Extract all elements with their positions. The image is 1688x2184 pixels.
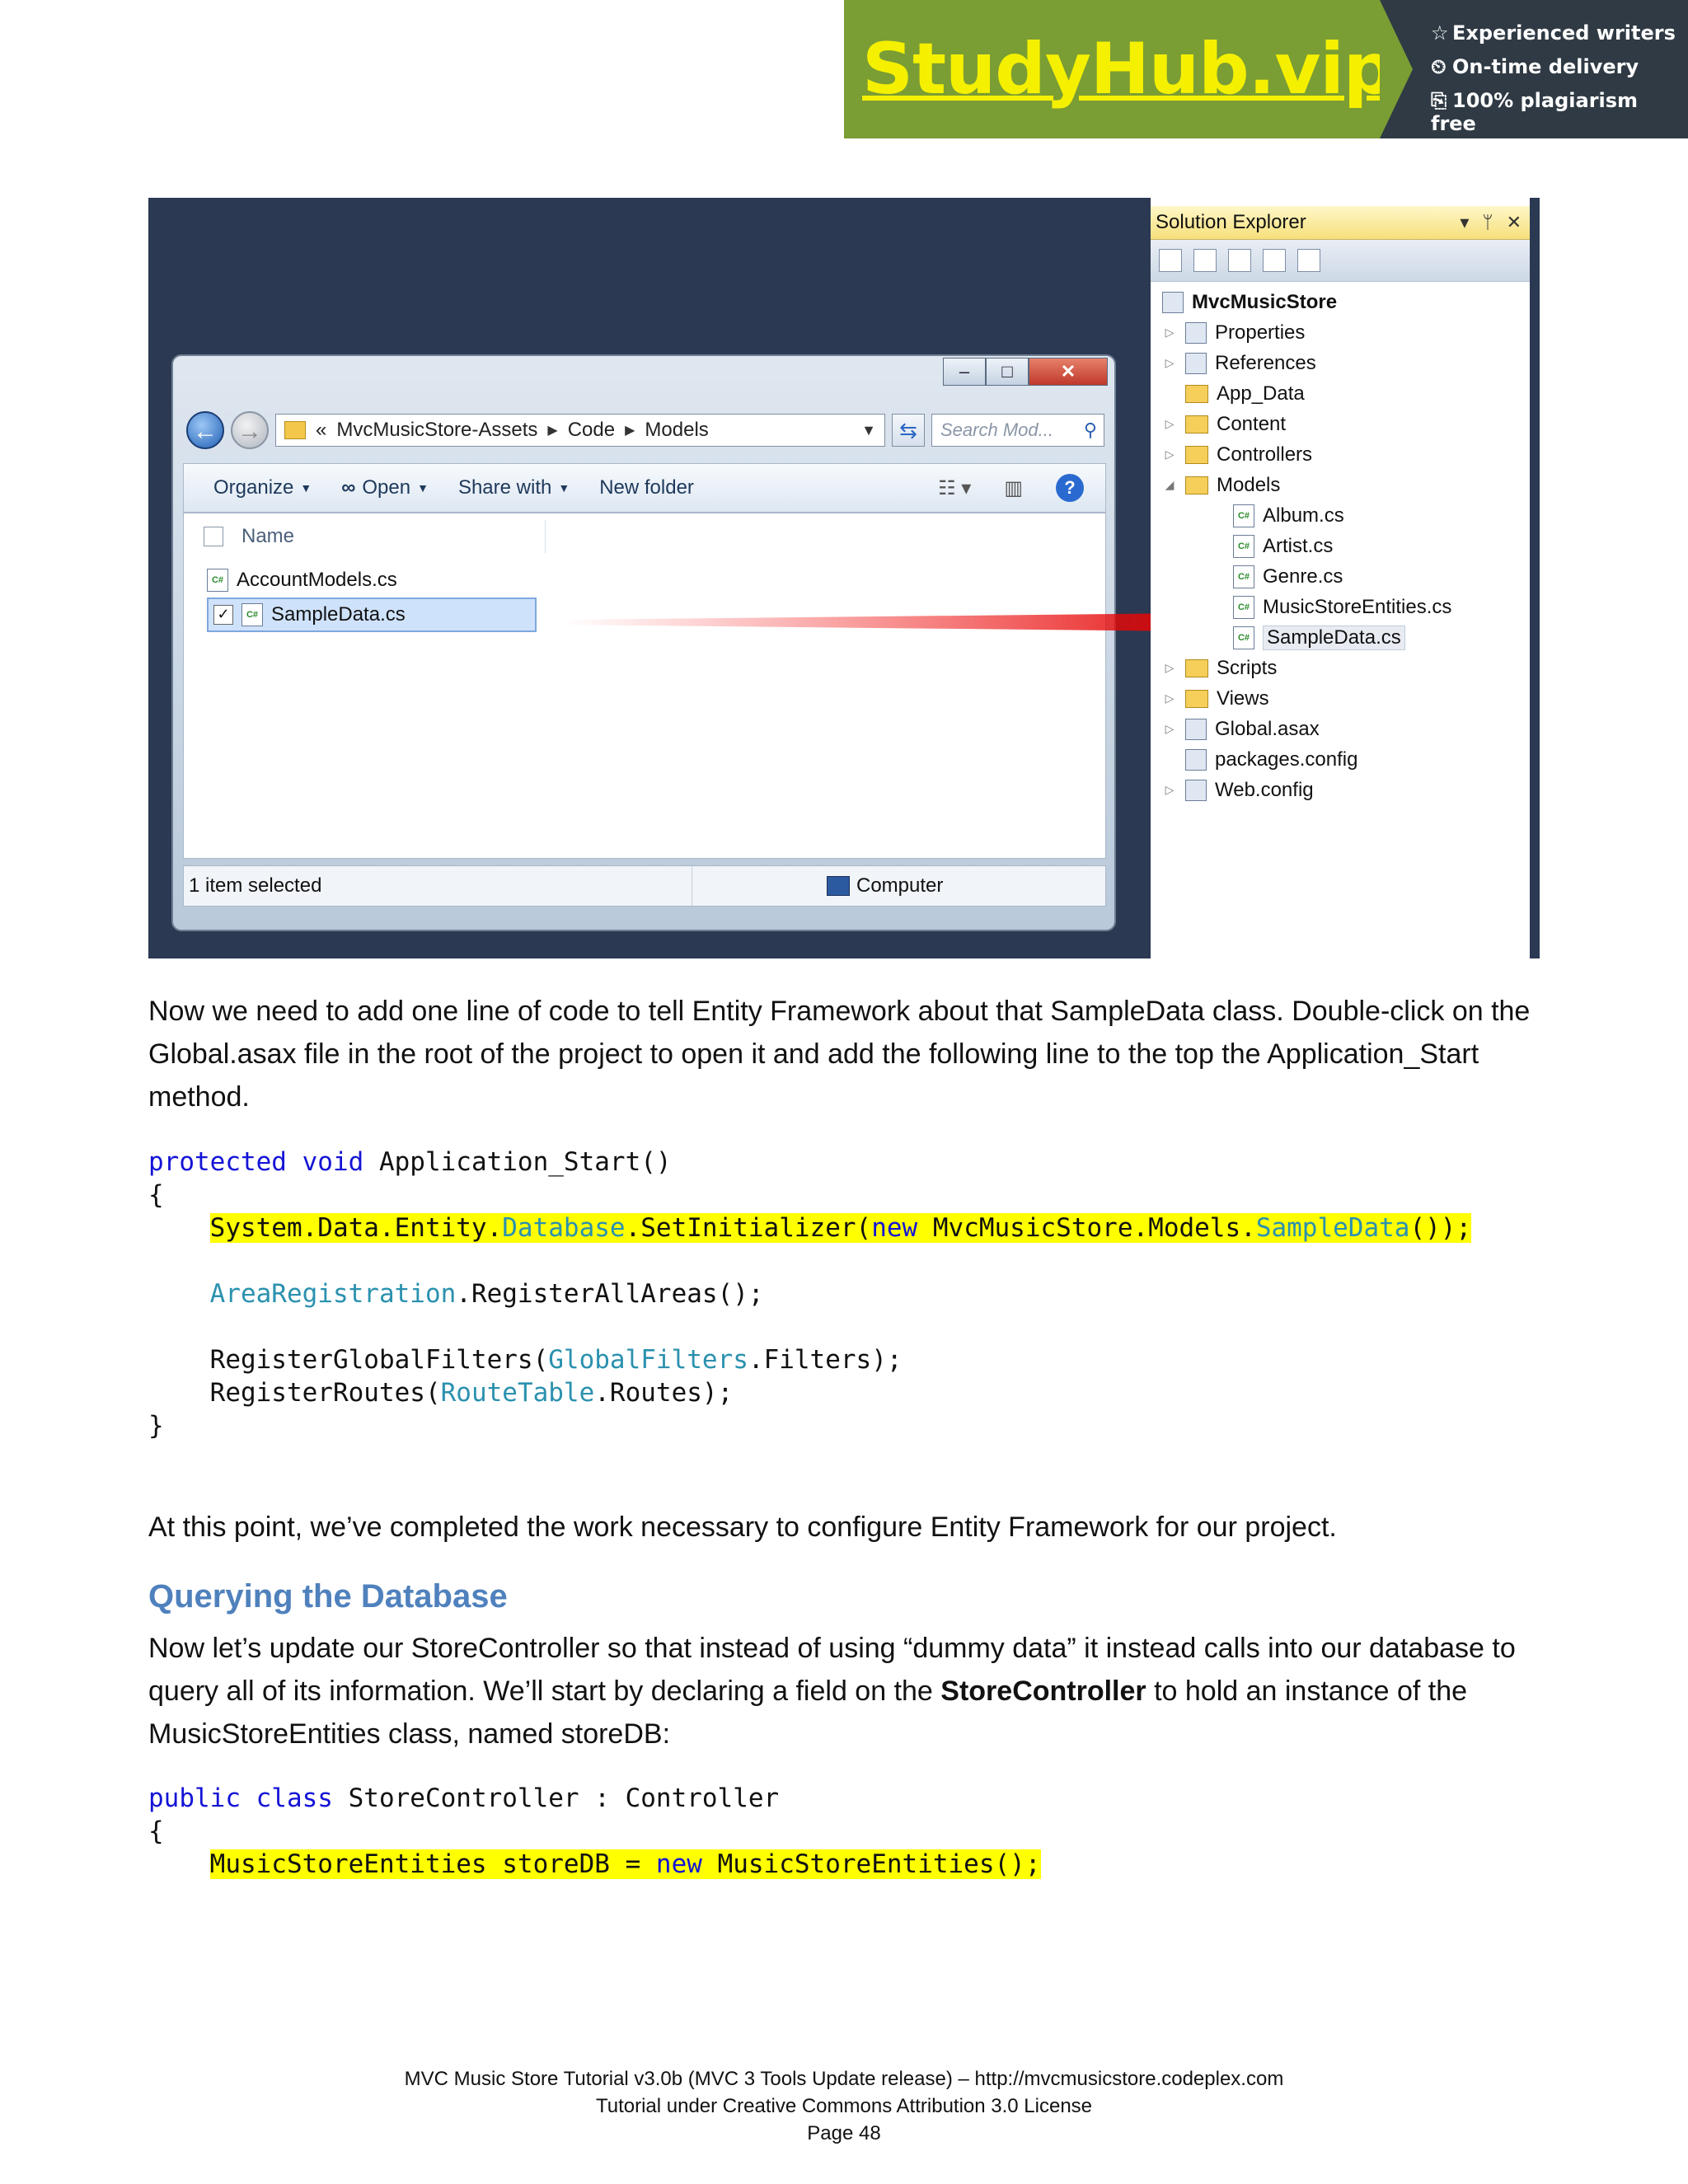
breadcrumb-item[interactable]: Models [645, 419, 709, 441]
share-label: Share with [457, 476, 552, 499]
cs-file-icon: C# [1233, 596, 1254, 619]
paragraph-line: Now let’s update our StoreController so that instead of using “dummy data” it instead calls into our database to [148, 1633, 1516, 1664]
paragraph-line: Now we need to add one line of code to tell Entity Framework about that SampleData class. Double-click on the [148, 996, 1531, 1027]
banner-features [1380, 0, 1688, 138]
tree-node[interactable] [1151, 317, 1530, 348]
body-paragraph [148, 1627, 1550, 1755]
tree-node-label: Models [1217, 473, 1281, 496]
code-block-application-start [148, 1146, 1471, 1442]
status-bar [183, 865, 1106, 907]
code-keyword: protected void [148, 1147, 364, 1177]
banner-arrow-shape [1380, 0, 1413, 138]
paragraph-text: to hold an instance of the [1146, 1675, 1468, 1707]
code-line-highlighted [148, 1212, 1471, 1244]
tree-node-label: packages.config [1215, 748, 1358, 771]
code-text: .RegisterAllAreas(); [456, 1279, 764, 1309]
navigation-bar [186, 409, 1104, 452]
status-location [827, 874, 943, 898]
toolbar-right [938, 474, 1084, 502]
code-text: MusicStoreEntities storeDB = [209, 1849, 656, 1879]
folder-icon [1185, 690, 1208, 708]
tree-root[interactable] [1151, 287, 1530, 317]
paragraph-line: method. [148, 1081, 250, 1113]
cs-file-icon: C# [207, 569, 228, 592]
file-name: SampleData.cs [271, 603, 406, 626]
banner-feature [1431, 55, 1688, 89]
folder-icon [1185, 415, 1208, 434]
expand-icon[interactable]: ▷ [1165, 783, 1175, 796]
tree-node-label: MvcMusicStore [1192, 290, 1338, 313]
tree-node-models[interactable] [1151, 470, 1530, 500]
code-keyword: public class [148, 1783, 333, 1813]
code-line-highlighted [148, 1848, 1041, 1881]
code-line-blank [148, 1244, 1471, 1277]
code-line: { [148, 1180, 164, 1210]
banner-logo: StudyHub.vip [862, 28, 1394, 110]
breadcrumb-item[interactable]: MvcMusicStore-Assets [336, 419, 538, 441]
code-type: AreaRegistration [209, 1279, 457, 1309]
file-item-selected[interactable] [207, 598, 537, 632]
search-icon: ⚲ [1083, 419, 1097, 440]
code-text: .Routes); [594, 1378, 734, 1408]
file-item[interactable] [207, 563, 397, 598]
window-controls [943, 358, 1108, 386]
expand-icon[interactable]: ▷ [1165, 661, 1175, 674]
banner-feature-text: On-time delivery [1452, 55, 1639, 78]
view-options-icon[interactable]: ☷ ▾ [938, 476, 972, 499]
organize-button[interactable] [213, 476, 312, 499]
tree-node[interactable] [1151, 439, 1530, 470]
select-all-checkbox[interactable] [204, 527, 223, 546]
cs-file-icon: C# [241, 603, 263, 626]
body-paragraph [148, 1506, 1550, 1549]
tree-node-file[interactable] [1151, 561, 1530, 592]
asax-file-icon [1185, 719, 1207, 740]
new-folder-label: New folder [599, 476, 694, 499]
expand-icon[interactable]: ▷ [1165, 722, 1175, 735]
page-number: Page 48 [807, 2122, 881, 2144]
solution-explorer-panel [1151, 198, 1530, 958]
properties-icon[interactable] [1159, 249, 1182, 272]
code-text: ()); [1409, 1213, 1472, 1243]
banner-feature-text: 100% plagiarism free [1431, 89, 1639, 135]
copy-icon: ⎘ [1431, 89, 1447, 112]
code-keyword: new [655, 1849, 702, 1879]
address-prefix: « [316, 419, 327, 441]
search-input[interactable] [931, 414, 1104, 447]
code-highlight [210, 1213, 1471, 1243]
open-button[interactable] [341, 476, 429, 499]
paragraph-line: MusicStoreEntities class, named storeDB: [148, 1718, 671, 1750]
tree-node-label: Properties [1215, 321, 1306, 344]
code-keyword: new [871, 1213, 918, 1243]
panel-title: Solution Explorer [1156, 211, 1306, 233]
column-header[interactable] [184, 513, 1105, 560]
chevron-down-icon: ▼ [558, 481, 570, 494]
solution-tree [1151, 282, 1530, 805]
references-node-icon [1185, 353, 1207, 374]
code-text: MvcMusicStore.Models. [917, 1213, 1256, 1243]
cs-file-icon: C# [1233, 626, 1254, 649]
file-checkbox[interactable]: ✓ [213, 605, 233, 625]
collapse-icon[interactable]: ◢ [1165, 478, 1175, 491]
tree-node[interactable] [1151, 653, 1530, 683]
maximize-button[interactable]: □ [986, 358, 1029, 386]
file-name: AccountModels.cs [237, 569, 397, 591]
name-column-label: Name [241, 525, 295, 547]
preview-pane-icon[interactable]: ▥ [1004, 476, 1023, 499]
tree-node[interactable] [1151, 348, 1530, 378]
tree-node-label: Content [1217, 412, 1287, 435]
tree-node-file[interactable] [1151, 531, 1530, 561]
banner-feature-text: Experienced writers [1452, 21, 1676, 45]
tree-node-label: Genre.cs [1263, 565, 1343, 588]
tree-node[interactable] [1151, 409, 1530, 439]
view-code-icon[interactable] [1263, 249, 1286, 272]
back-button[interactable]: ← [186, 411, 224, 449]
folder-icon [1185, 385, 1208, 403]
close-button[interactable]: ✕ [1029, 358, 1108, 386]
tree-node[interactable] [1151, 378, 1530, 409]
status-selection-text: 1 item selected [189, 874, 322, 897]
address-bar[interactable] [275, 414, 885, 447]
tree-node-label: Artist.cs [1263, 534, 1334, 557]
footer-line: MVC Music Store Tutorial v3.0b (MVC 3 Tools Update release) – http://mvcmusicstore.codeplex.com [404, 2068, 1284, 2090]
code-text: StoreController : Controller [332, 1783, 780, 1813]
explorer-toolbar [183, 463, 1106, 513]
show-all-files-icon[interactable] [1193, 249, 1217, 272]
status-location-text: Computer [856, 874, 944, 897]
tree-node-file[interactable] [1151, 500, 1530, 531]
tree-node-label: Global.asax [1215, 717, 1320, 740]
tree-node-label: App_Data [1217, 382, 1305, 405]
banner-logo-area [844, 0, 1394, 138]
cs-file-icon: C# [1233, 535, 1254, 558]
code-highlight [210, 1849, 1041, 1879]
body-paragraph [148, 990, 1550, 1118]
code-line [148, 1376, 1471, 1409]
config-file-icon [1185, 780, 1207, 801]
tree-node-file-selected[interactable] [1151, 622, 1530, 653]
tree-node-label: References [1215, 351, 1316, 374]
code-type: GlobalFilters [548, 1345, 748, 1375]
solution-explorer-toolbar [1151, 240, 1530, 282]
refresh-button[interactable]: ⇆ [892, 414, 925, 447]
code-type: RouteTable [440, 1378, 595, 1408]
config-file-icon [1185, 749, 1207, 771]
tutorial-screenshot [148, 198, 1540, 958]
class-diagram-icon[interactable] [1297, 249, 1320, 272]
expand-icon[interactable]: ▷ [1165, 691, 1175, 705]
code-text: MusicStoreEntities(); [701, 1849, 1041, 1879]
folder-icon [284, 421, 306, 439]
pin-icon[interactable]: ᛘ [1482, 212, 1493, 232]
tree-node[interactable] [1151, 683, 1530, 714]
code-text: .Filters); [748, 1345, 903, 1375]
drag-arrow-icon [560, 610, 1253, 635]
tree-node-file[interactable] [1151, 592, 1530, 622]
code-line [148, 1146, 1471, 1179]
tree-node-label: Scripts [1217, 656, 1278, 679]
paragraph-line [148, 1670, 1550, 1713]
cs-file-icon: C# [1233, 504, 1254, 527]
code-line [148, 1343, 1471, 1376]
banner-feature [1431, 21, 1688, 55]
organize-label: Organize [213, 476, 294, 499]
breadcrumb-separator-icon: ▶ [547, 424, 558, 438]
background-strip [1116, 354, 1151, 958]
code-block-store-controller [148, 1782, 1041, 1881]
search-placeholder: Search Mod... [940, 419, 1053, 440]
code-line [148, 1277, 1471, 1310]
tree-node-label: Album.cs [1263, 504, 1344, 527]
tree-node[interactable] [1151, 714, 1530, 744]
tree-node[interactable] [1151, 744, 1530, 775]
clock-icon: ⏲ [1431, 55, 1447, 78]
tree-node-label: MusicStoreEntities.cs [1263, 595, 1452, 618]
properties-node-icon [1185, 322, 1207, 344]
star-icon: ☆ [1431, 21, 1449, 45]
code-line: } [148, 1411, 164, 1441]
open-folder-icon [1185, 476, 1208, 494]
code-text: RegisterRoutes( [209, 1378, 441, 1408]
refresh-icon[interactable] [1228, 249, 1251, 272]
code-line [148, 1782, 1041, 1815]
project-icon [1162, 292, 1184, 313]
help-icon[interactable]: ? [1056, 474, 1084, 502]
paragraph-text: query all of its information. We’ll start by declaring a field on the [148, 1675, 941, 1707]
folder-icon [1185, 659, 1208, 677]
code-type: SampleData [1255, 1213, 1410, 1243]
column-divider [545, 520, 546, 553]
paragraph-line: At this point, we’ve completed the work necessary to configure Entity Framework for our project. [148, 1511, 1337, 1543]
folder-icon [1185, 446, 1208, 464]
expand-icon[interactable]: ▷ [1165, 417, 1175, 430]
open-label: Open [362, 476, 411, 499]
dropdown-icon[interactable]: ▾ [1460, 212, 1470, 232]
section-heading: Querying the Database [148, 1578, 508, 1615]
tree-node-label: Controllers [1217, 443, 1313, 466]
chevron-down-icon: ▼ [300, 481, 312, 494]
new-folder-button[interactable] [599, 476, 694, 499]
forward-button[interactable]: → [231, 411, 269, 449]
paragraph-line: Global.asax file in the root of the project to open it and add the following line to the top the Application_Start [148, 1038, 1479, 1070]
expand-icon[interactable]: ▷ [1165, 356, 1175, 369]
tree-node-label: Web.config [1215, 778, 1314, 801]
footer-line: Tutorial under Creative Commons Attribution 3.0 License [595, 2095, 1093, 2117]
close-icon[interactable]: ✕ [1506, 212, 1522, 232]
page-footer [0, 2065, 1688, 2147]
chevron-down-icon: ▼ [417, 481, 429, 494]
code-text: RegisterGlobalFilters( [209, 1345, 549, 1375]
breadcrumb-item[interactable]: Code [567, 419, 616, 441]
cs-file-icon: C# [1233, 565, 1254, 588]
code-text: Application_Start() [363, 1147, 672, 1177]
banner-feature [1431, 89, 1688, 135]
computer-icon [827, 876, 850, 896]
open-icon: ∞ [341, 476, 356, 499]
tree-node[interactable] [1151, 775, 1530, 805]
code-text: .SetInitializer( [625, 1213, 872, 1243]
code-line: { [148, 1816, 164, 1846]
code-type: Database [502, 1213, 626, 1243]
panel-controls [1460, 212, 1522, 233]
solution-explorer-titlebar [1151, 206, 1530, 240]
code-text: System.Data.Entity. [209, 1213, 503, 1243]
chevron-down-icon[interactable]: ▼ [861, 421, 876, 438]
file-list-pane [183, 513, 1106, 859]
ad-banner[interactable] [844, 0, 1688, 138]
minimize-button[interactable]: – [943, 358, 986, 386]
code-line-blank [148, 1310, 1471, 1343]
expand-icon[interactable]: ▷ [1165, 448, 1175, 461]
expand-icon[interactable]: ▷ [1165, 326, 1175, 339]
explorer-window [171, 354, 1116, 931]
breadcrumb-separator-icon: ▶ [625, 424, 635, 438]
paragraph-bold-text: StoreController [940, 1675, 1146, 1707]
share-button[interactable] [458, 476, 570, 499]
tree-node-label: SampleData.cs [1263, 626, 1405, 650]
tree-node-label: Views [1217, 687, 1269, 710]
